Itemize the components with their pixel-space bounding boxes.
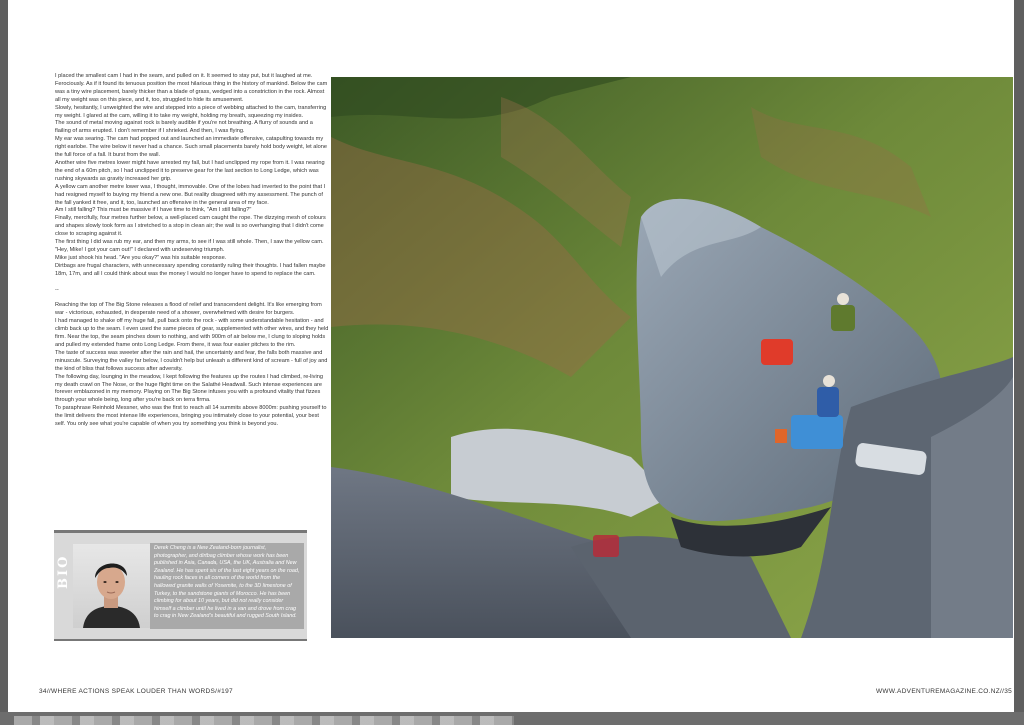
bio-label: BIO	[56, 554, 71, 589]
article-paragraph: Slowly, hesitantly, I unweighted the wire and stepped into a piece of webbing attached to the cam, transferring my weight. I glared at the cam, willing it to take my weight, holding my breath, squeezing my insides.	[55, 104, 327, 119]
article-paragraph: A yellow cam another metre lower was, I thought, immovable. One of the lobes had inverted to the point that I had resigned myself to buying my friend a new one. But reality disagreed with my assessment. The punch of the fall yanked it free, and it, too, launched an offensive in the general area of my face.	[55, 183, 326, 206]
article-paragraph: I had managed to shake off my huge fall, pull back onto the rock - with some understandable hesitation - and climb back up to the seam. I even used the same pieces of gear, supplemented with other wires, and they held firm. Near the top, the seam pinches down to nothing, and with 900m of air below me, I clung to sloping holds and pulled my extended frame onto Long Ledge. From there, it was four easier pitches to the rim.	[55, 318, 329, 348]
climbing-photo	[331, 77, 1013, 638]
article-paragraph: The sound of metal moving against rock is barely audible if you're not breathing. A flurry of sounds and a flailing of arms erupted. I don't remember if I shrieked. And then, I was flying.	[55, 120, 313, 135]
article-paragraph: To paraphrase Reinhold Messner, who was the first to reach all 14 summits above 8000m: pushing yourself to the limit delivers the most intense life experiences, bringing you intimately close to your potential, your best self. You only see what you're capable of when you try something you think is beyond you.	[55, 405, 327, 428]
author-portrait	[73, 544, 150, 628]
magazine-spread	[8, 0, 1014, 712]
viewer-right-edge	[1014, 0, 1024, 725]
section-separator: --	[55, 286, 59, 293]
footer-left: 34//WHERE ACTIONS SPEAK LOUDER THAN WORDS/#197	[39, 688, 233, 695]
author-bio-box	[54, 530, 307, 641]
article-paragraph: Dirtbags are frugal characters, with unnecessary spending constantly ruling their thoughts. I had fallen maybe 18m, 17m, and all I could think about was the money I would no longer have to spend to replace the cam.	[55, 262, 326, 277]
article-paragraph: Another wire five metres lower might have arrested my fall, but I had unclipped my rope from it. I was nearing the end of a 60m pitch, so I had unclipped it to preserve gear for the last section to Long Ledge, which was rushing skywards as gravity increased her grip.	[55, 159, 325, 182]
article-paragraph: Reaching the top of The Big Stone releases a flood of relief and transcendent delight. It's like emerging from war - victorious, exhausted, in desperate need of a shower, overwhelmed with desire for burgers.	[55, 302, 322, 317]
viewer-left-edge	[0, 0, 8, 725]
article-paragraph: My ear was searing. The cam had popped out and launched an immediate offensive, catapulting towards my right earlobe. The wire below it never had a chance. Such small placements barely hold body weight, let alone the full force of a fall. It burst from the wall.	[55, 136, 327, 159]
bio-text: Derek Cheng is a New Zealand-born journalist, photographer, and dirtbag climber whose work has been published in Asia, Canada, USA, the UK, Australia and New Zealand. He has spent six of the last eight years on the road, hauling rock faces in all corners of the world from the hallowed granite walls of Yosemite, to the 3D limestone of Turkey, to the sandstone giants of Morocco. He has been climbing for about 10 years, but did not really consider himself a climber until he lived in a van and drove from crag to crag in New Zealand's beautiful and rugged South Island.	[150, 543, 304, 629]
article-paragraph: The first thing I did was rub my ear, and then my arms, to see if I was still whole. Then, I saw the yellow cam. "Hey, Mike! I got your cam out!" I declared with undeserving triumph.	[55, 239, 324, 253]
article-paragraph: Mike just shook his head. "Are you okay?" was his suitable response.	[55, 254, 227, 261]
article-paragraph: I placed the smallest cam I had in the seam, and pulled on it. It seemed to stay put, but it laughed at me. Ferociously. As if it found its tenuous position the most hilarious thing in the history of mankind. Below the cam was a tiny wire placement, barely thicker than a blade of grass, wedged into a constriction in the rock. Almost all my weight was on this piece, and it, too, struggled to hide its amusement.	[55, 73, 328, 103]
article-paragraph: Am I still falling? This must be massive if I have time to think, "Am I still falling?"	[55, 207, 252, 214]
page-thumbnail-strip[interactable]	[14, 716, 514, 725]
article-paragraph: The following day, lounging in the meadow, I kept following the features up the routes I had climbed, re-living my death crawl on The Nose, or the huge flight time on the Salathé Headwall. Such intense experiences are forever emblazoned in my memory. Playing on The Big Stone infuses you with a profound vitality that fizzes through your whole being, long after you're back on terra firma.	[55, 373, 323, 404]
article-text-column	[55, 73, 329, 429]
footer-right: WWW.ADVENTUREMAGAZINE.CO.NZ//35	[876, 688, 1013, 695]
article-paragraph: The taste of success was sweeter after the rain and hail, the uncertainty and fear, the falls both massive and minuscule. Surveying the valley far below, I couldn't help but unleash a different kind of scream - full of joy and the kind of bliss that follows success after adversity.	[55, 349, 328, 372]
article-paragraph: Finally, mercifully, four metres further below, a well-placed cam caught the rope. The dizzying mesh of colours and shapes slowly took form as I stretched to a stop in clean air; the wall is so overhanging that I didn't come close to scraping against it.	[55, 215, 326, 238]
